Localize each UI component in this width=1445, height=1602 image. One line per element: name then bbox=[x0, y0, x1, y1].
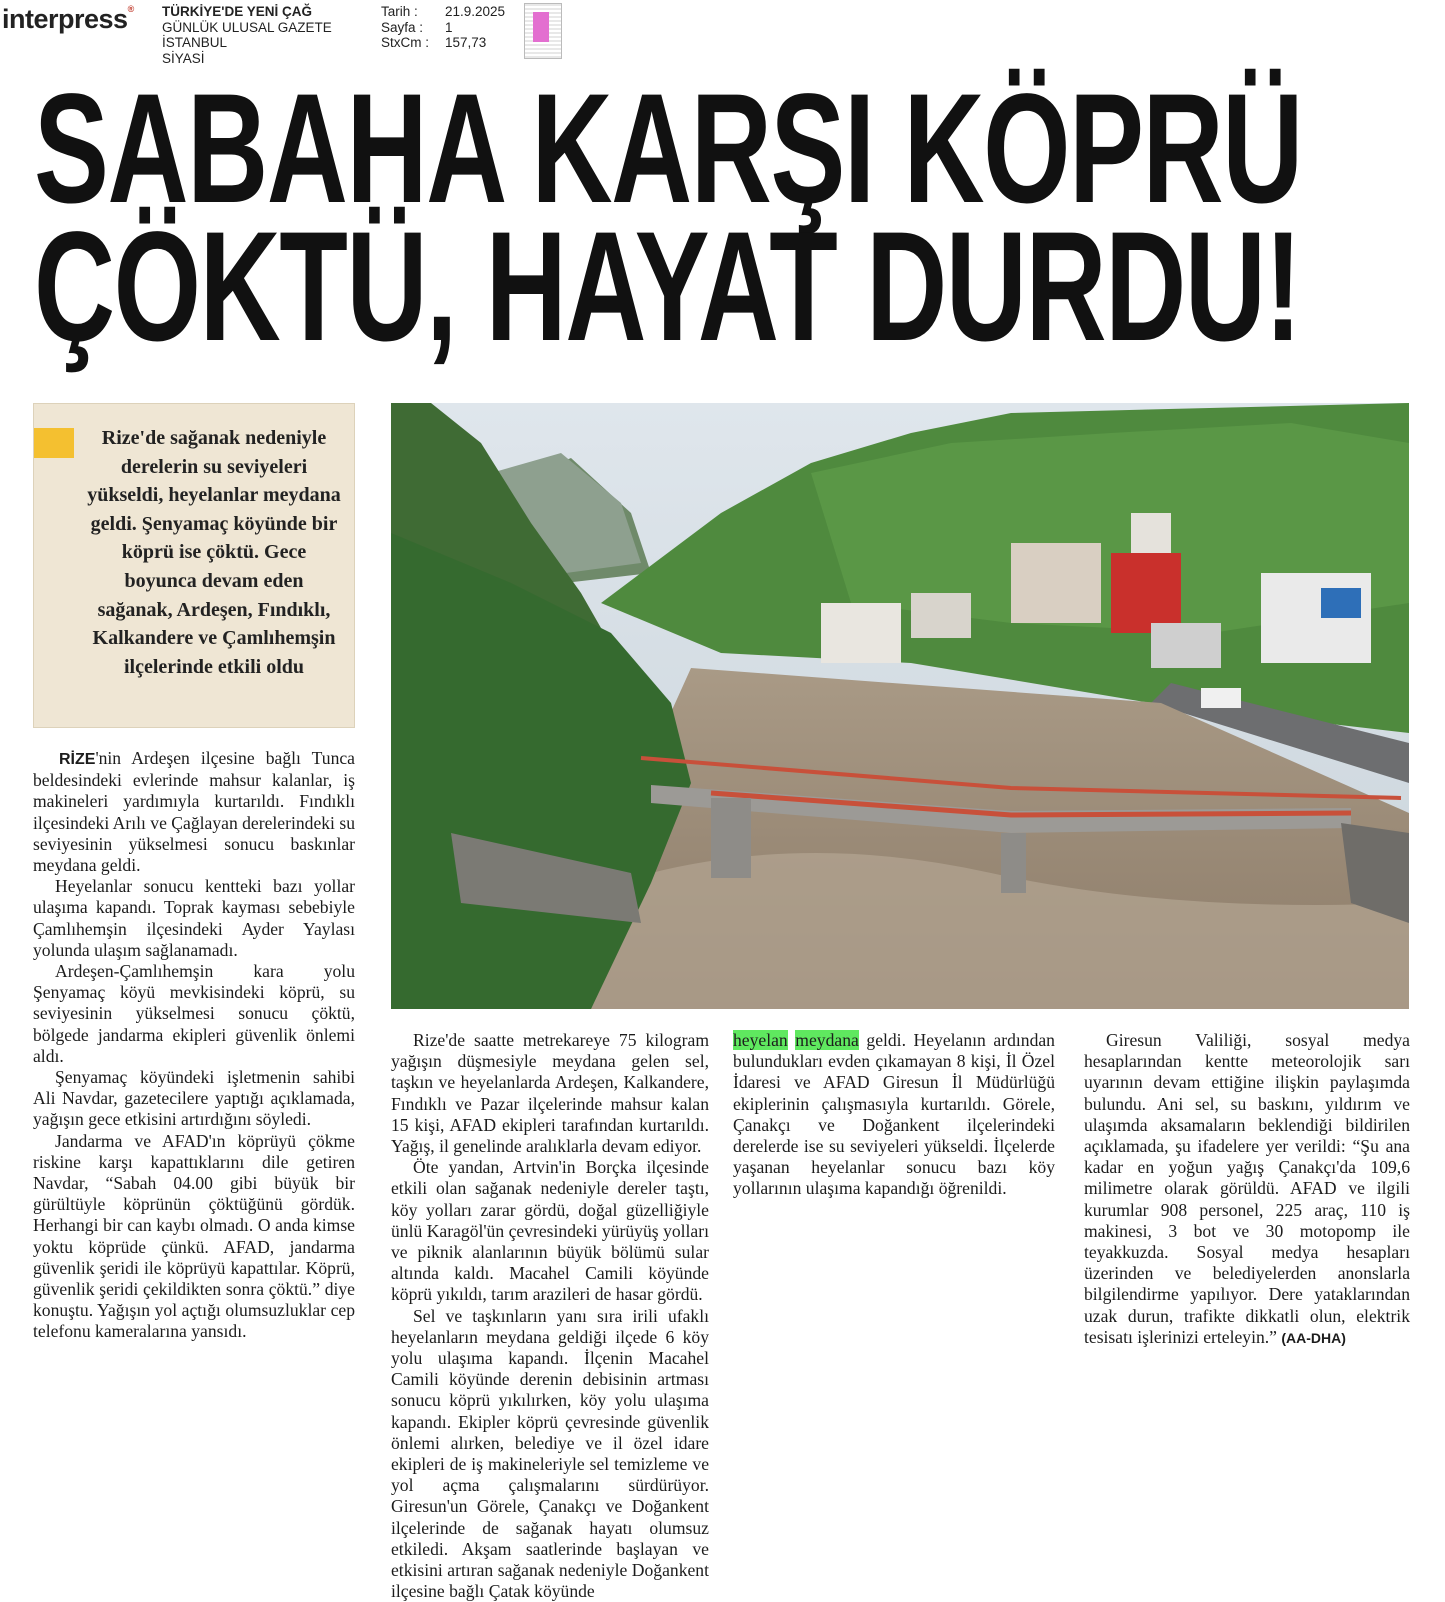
article-column-1 bbox=[33, 748, 355, 1460]
meta-row bbox=[381, 20, 505, 36]
paragraph bbox=[33, 748, 355, 876]
paragraph: Jandarma ve AFAD'ın köprüyü çökme riskine karşı kapattıklarını dile getiren Navdar, “Sabah 04.00 gibi büyük bir gürültüyle köprünün çöktüğünü gördük. Herhangi bir can kaybı olmadı. O anda kimse yoktu köprüde çünkü. AFAD, jandarma güvenlik şeridi ile köprüyü kapattılar. Köprü, güvenlik şeridi çekildikten sonra çöktü.” diye konuştu. Yağışın yol açtığı olumsuzluklar cep telefonu kameralarına yansıdı. bbox=[33, 1130, 355, 1342]
paragraph-text: 'nin Ardeşen ilçesine bağlı Tunca beldesindeki evlerinde mahsur kalanlar, iş makineleri yardımıyla kurtarıldı. Fındıklı ilçesindeki Arılı ve Çağlayan derelerindeki su seviyesinin yükselmesi sonucu baskınlar meydana geldi. bbox=[33, 748, 355, 876]
meta-key: Sayfa : bbox=[381, 19, 424, 35]
meta-key: StxCm : bbox=[381, 35, 430, 50]
article-column-2 bbox=[391, 1030, 709, 1602]
paragraph bbox=[1084, 1030, 1410, 1349]
lede-accent-square bbox=[34, 428, 74, 458]
meta-key: Tarih : bbox=[381, 4, 418, 19]
clipping-header bbox=[0, 0, 1445, 70]
publication-city: İSTANBUL bbox=[162, 35, 228, 50]
meta-row bbox=[381, 4, 505, 20]
headline-line-2: ÇÖKTÜ, HAYAT DURDU! bbox=[34, 200, 1301, 374]
paragraph: Öte yandan, Artvin'in Borçka ilçesinde etkili olan sağanak nedeniyle dereler taştı, köy yolları zarar gördü, doğal güzelliğiyle ünlü Karagöl'ün çevresindeki yürüyüş yolları ve piknik alanlarının büyük bölümü sular altında kaldı. Macahel Camili köyünde köprü yıkıldı, tarım arazileri de hasar gördü. bbox=[391, 1157, 709, 1305]
meta-value: 21.9.2025 bbox=[445, 4, 506, 19]
interpress-logo bbox=[2, 4, 134, 35]
publication-type: GÜNLÜK ULUSAL GAZETE bbox=[162, 19, 332, 35]
logo-text: interpress bbox=[2, 4, 128, 34]
highlighted-word: heyelan bbox=[733, 1030, 788, 1050]
dropword: RİZE bbox=[59, 751, 96, 768]
news-source: (AA-DHA) bbox=[1281, 1329, 1346, 1346]
paragraph: Rize'de saatte metrekareye 75 kilogram yağışın düşmesiyle meydana gelen sel, taşkın ve heyelanlarda Ardeşen, Kalkandere, Fındıklı ve Pazar ilçelerinde mahsur kalan 15 kişi, AFAD ekipleri tarafından kurtarıldı. Yağış, il genelinde aralıklarla devam ediyor. bbox=[391, 1030, 709, 1157]
publication-section: SİYASİ bbox=[162, 50, 205, 66]
lede-text: Rize'de sağanak nedeniyle derelerin su seviyeleri yükseldi, heyelanlar meydana geldi. Şenyamaç köyünde bir köprü ise çöktü. Gece boyunca devam eden sağanak, Ardeşen, Fındıklı, Kalkandere ve Çamlıhemşin ilçelerinde etkili oldu bbox=[87, 427, 341, 678]
clipping-meta bbox=[381, 4, 505, 51]
meta-value: 157,73 bbox=[445, 35, 487, 50]
article-column-4 bbox=[1084, 1030, 1410, 1460]
article-column-3 bbox=[733, 1030, 1055, 1460]
paragraph bbox=[733, 1030, 1055, 1200]
news-photo bbox=[391, 403, 1409, 1009]
paragraph: Şenyamaç köyündeki işletmenin sahibi Ali Navdar, gazetecilere yaptığı açıklamada, yağışın gece etkisini artırdığını söyledi. bbox=[33, 1067, 355, 1130]
headline bbox=[34, 62, 1424, 374]
page-thumbnail[interactable] bbox=[524, 3, 562, 59]
headline-line-1: SABAHA KARŞI KÖPRÜ bbox=[34, 62, 1302, 236]
paragraph: Ardeşen-Çamlıhemşin kara yolu Şenyamaç köyü mevkisindeki köprü, su seviyesinin yükselmesi sonucu çöktü, bölgede jandarma ekipleri güvenlik önlemi aldı. bbox=[33, 961, 355, 1066]
collapsed-bridge-photo bbox=[391, 403, 1409, 1009]
meta-row bbox=[381, 35, 505, 51]
highlighted-word: meydana bbox=[795, 1030, 859, 1050]
paragraph: Heyelanlar sonucu kentteki bazı yollar ulaşıma kapandı. Toprak kayması sebebiyle Çamlıhemşin ilçesindeki Ayder Yaylası yolunda ulaşım sağlanamadı. bbox=[33, 876, 355, 960]
paragraph-text: geldi. Heyelanın ardından bulundukları evden çıkamayan 8 kişi, İl Özel İdaresi ve AFAD Giresun İl Müdürlüğü ekiplerinin çalışmasıyla kurtarıldı. Görele, Çanakçı ve Doğankent ilçelerindeki derelerde ise su seviyeleri yükseldi. İlçelerde yaşanan heyelanlar sonucu bazı köy yollarının ulaşıma kapandığı öğrenildi. bbox=[733, 1030, 1055, 1199]
lede-box bbox=[33, 403, 355, 728]
paragraph: Sel ve taşkınların yanı sıra irili ufaklı heyelanların meydana geldiği ilçede 6 köy yolu ulaşıma kapandı. İlçenin Macahel Camili köyünde derenin debisinin artması sonucu köprü yıkılırken, köy yolu ulaşıma kapandı. Ekipler köprü çevresinde güvenlik önlemi alırken, belediye ve il özel idare ekipleri de iş makineleriyle sel temizleme ve yol açma çalışmalarını sürdürüyor. Giresun'un Görele, Çanakçı ve Doğankent ilçelerinde de sağanak hayatı olumsuz etkiledi. Akşam saatlerinde başlayan ve etkisini artıran sağanak nedeniyle Doğankent ilçesine bağlı Çatak köyünde bbox=[391, 1305, 709, 1602]
publication-info bbox=[162, 4, 332, 66]
meta-value: 1 bbox=[445, 19, 453, 35]
paragraph-text: Giresun Valiliği, sosyal medya hesaplarından kentte meteorolojik sarı uyarının devam ettiğine ilişkin paylaşımda bulundu. Ani sel, su baskını, yıldırım ve ulaşımda aksamaların beklendiği bildirilen açıklamada, şu ifadelere yer verildi: “Şu ana kadar en yoğun yağış Çanakçı'da 109,6 milimetre olarak görüldü. AFAD ve ilgili kurumlar 908 personel, 225 araç, 110 iş makinesi, 3 bot ve 30 motopomp ile teyakkuzda. Sosyal medya hesapları üzerinden ve belediyelerden anonslarla bilgilendirme yapılıyor. Dere yataklarından uzak durun, trafikte dikkatli olun, elektrik tesisatı işlerinizi erteleyin.” bbox=[1084, 1030, 1410, 1347]
publication-name: TÜRKİYE'DE YENİ ÇAĞ bbox=[162, 4, 312, 19]
registered-mark-icon: ® bbox=[127, 4, 134, 14]
